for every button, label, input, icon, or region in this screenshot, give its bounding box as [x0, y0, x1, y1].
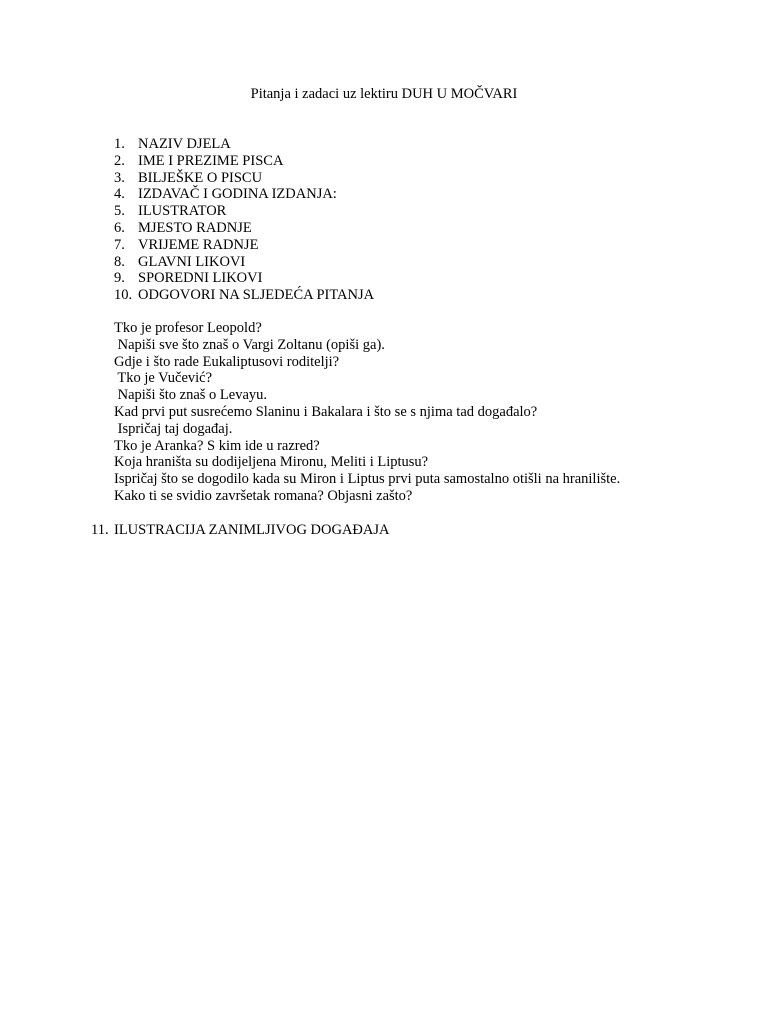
item-text: GLAVNI LIKOVI [138, 253, 246, 270]
question-line: Napiši što znaš o Levayu. [114, 387, 268, 404]
list-item [114, 237, 374, 254]
item-number: 4. [114, 186, 125, 203]
question-line: Kad prvi put susrećemo Slaninu i Bakalara i što se s njima tad događalo? [114, 403, 538, 420]
item-text: ODGOVORI NA SLJEDEĆA PITANJA [138, 287, 375, 304]
question-line: Ispričaj što se dogodilo kada su Miron i Liptus prvi puta samostalno otišli na hranilište. [114, 471, 621, 488]
item-number: 3. [114, 169, 125, 186]
question-line: Tko je Vučević? [114, 370, 213, 387]
item-text: ILUSTRATOR [138, 203, 227, 220]
list-item [114, 186, 374, 203]
list-item [114, 287, 374, 304]
list-item [114, 136, 374, 153]
item-text: IZDAVAČ I GODINA IZDANJA: [138, 186, 337, 203]
item-number: 5. [114, 203, 125, 220]
list-item [114, 220, 374, 237]
list-item [114, 170, 374, 187]
list-item [114, 203, 374, 220]
item-text: VRIJEME RADNJE [138, 236, 259, 253]
question-line: Koja hraništa su dodijeljena Mironu, Meliti i Liptusu? [114, 454, 429, 471]
item-text: MJESTO RADNJE [138, 219, 252, 236]
question-line: Ispričaj taj događaj. [114, 420, 233, 437]
question-line: Tko je profesor Leopold? [114, 320, 262, 336]
item-text: IME I PREZIME PISCA [138, 152, 284, 169]
item-text: BILJEŠKE O PISCU [138, 169, 263, 186]
item-text: ILUSTRACIJA ZANIMLJIVOG DOGAĐAJA [114, 522, 390, 538]
item-number: 10. [114, 287, 133, 304]
item-text: SPOREDNI LIKOVI [138, 270, 263, 287]
question-line: Gdje i što rade Eukaliptusovi roditelji? [114, 353, 340, 370]
item-number: 7. [114, 236, 125, 253]
final-list-item [91, 522, 390, 539]
item-number: 8. [114, 253, 125, 270]
page-title: Pitanja i zadaci uz lektiru DUH U MOČVARI [250, 86, 518, 102]
item-number: 6. [114, 219, 125, 236]
list-item [114, 270, 374, 287]
question-list [114, 320, 620, 505]
list-item [114, 254, 374, 271]
item-number: 11. [91, 522, 109, 538]
question-line: Tko je Aranka? S kim ide u razred? [114, 437, 320, 454]
list-item [114, 153, 374, 170]
item-text: NAZIV DJELA [138, 136, 231, 152]
question-line: Kako ti se svidio završetak romana? Objasni zašto? [114, 487, 413, 504]
task-list [114, 136, 374, 304]
question-line: Napiši sve što znaš o Vargi Zoltanu (opiši ga). [114, 336, 385, 353]
item-number: 1. [114, 136, 125, 152]
item-number: 9. [114, 270, 125, 287]
item-number: 2. [114, 152, 125, 169]
